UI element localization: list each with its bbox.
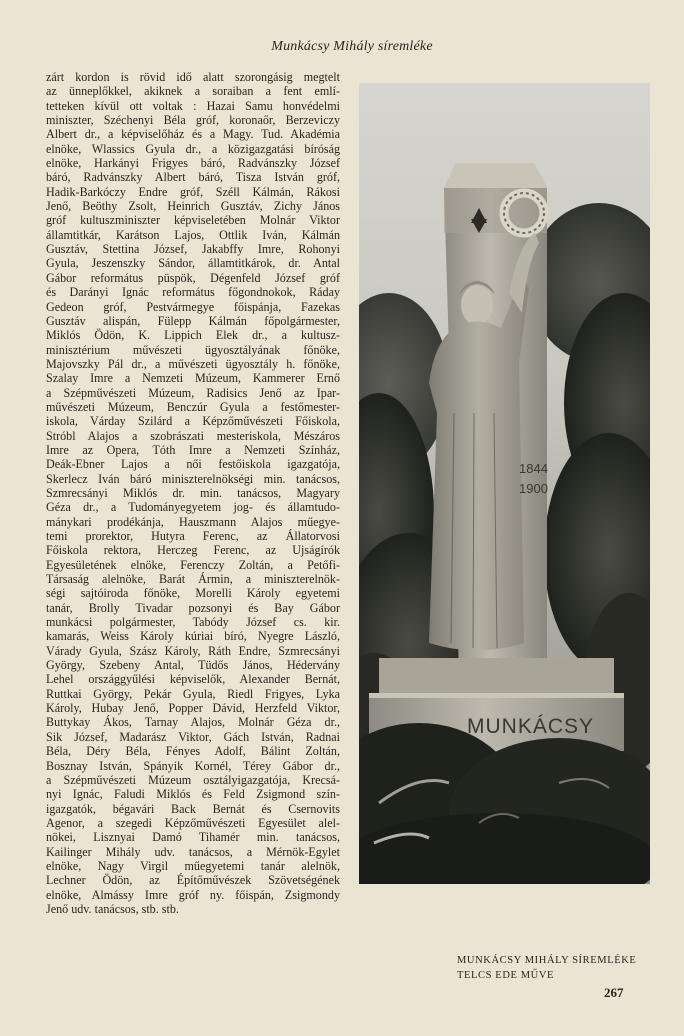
caption-line-1: MUNKÁCSY MIHÁLY SÍREMLÉKE (457, 955, 637, 966)
text-line: Miklós Ödön, K. Lippich Elek dr., a kultusz- (46, 328, 340, 343)
photo-caption (457, 953, 657, 983)
text-line: mánykari prodékánja, Hauszmann Alajos műegye- (46, 514, 340, 529)
text-line: az ünneplőkkel, akiknek a soraiban a fent emlí- (46, 84, 340, 99)
text-line: Károly, Hubay Jenő, Popper Dávid, Herzfeld Viktor, (46, 701, 340, 716)
text-line: elnöke, Wlassics Gyula dr., a közigazgatási bíróság (46, 141, 340, 156)
text-line: Szalay Imre a Nemzeti Múzeum, Kammerer Ernő (46, 371, 340, 386)
text-line: nökei, Lisznyai Damó Tihamér min. tanácsos, (46, 830, 340, 845)
text-line: Majovszky Pál dr., a művészeti ügyosztály h. főnöke, (46, 356, 340, 371)
text-line: tanár, Brolly Tivadar pozsonyi és Bay Gábor (46, 600, 340, 615)
text-line: Gedeon gróf, Pestvármegye főispánja, Fazekas (46, 299, 340, 314)
page-number: 267 (604, 985, 624, 1000)
text-line: Sik József, Madarász Viktor, Gách István, Radnai (46, 729, 340, 744)
text-line: Gusztáv alispán, Fülepp Kálmán főpolgármester, (46, 313, 340, 328)
text-line: Jenő udv. tanácsos, stb. stb. (46, 901, 179, 916)
text-line: Gusztáv, Stettina József, Jakabffy Imre, Rohonyi (46, 242, 340, 257)
text-line: elnöke, Nagy Virgil műegyetemi tanár alelnök, (46, 858, 340, 873)
text-line: temi prorektor, Hutyra Ferenc, az Állatorvosi (46, 529, 340, 543)
caption-line-2: TELCS EDE MŰVE (457, 970, 555, 981)
text-line: Szmrecsányi Miklós dr. min. tanácsos, Magyary (46, 485, 340, 500)
text-line: báró, Radvánszky Albert báró, Tisza István gróf, (46, 170, 340, 185)
text-line: Deák-Ebner Lajos a női festőiskola igazgatója, (46, 457, 340, 472)
text-line: tetteken kívül ott voltak : Hazai Samu honvédelmi (46, 98, 340, 113)
running-head-text: Munkácsy Mihály síremléke (271, 39, 433, 54)
text-line: államtitkár, Karátson Lajos, Ottlik Iván, Kálmán (46, 227, 340, 242)
text-line: György, Szebeny Antal, Tüdős János, Hédervány (46, 658, 340, 673)
text-line: Ruttkai György, Pekár Gyula, Riedl Frigyes, Lyka (46, 686, 340, 701)
text-line: Albert dr., a képviselőház és a Magy. Tud. Akadémia (46, 127, 340, 142)
text-line: Lechner Ödön, az Építőművészek Szövetségének (46, 873, 340, 888)
text-line: Főiskola rektora, Herczeg Ferenc, az Ujságírók (46, 543, 340, 558)
text-line: munkácsi polgármester, Tabódy József cs. kir. (46, 615, 340, 630)
text-line: Jenő, Beöthy Zsolt, Heinrich Gusztáv, Zichy János (46, 199, 340, 214)
date-birth: 1844 (519, 461, 548, 476)
text-line: Stróbl Alajos a szobrászati mesteriskola, Mészáros (46, 428, 340, 443)
text-line: zárt kordon is rövid idő alatt szorongásig megtelt (46, 70, 340, 84)
text-line: Gábor református püspök, Dégenfeld József gróf (46, 270, 340, 285)
running-head (0, 39, 684, 55)
monument-photo (359, 83, 650, 884)
text-line: Skerlecz Iván báró miniszterelnökségi min. tanácsos, (46, 471, 340, 486)
text-line: nyi Ignác, Faludi Miklós és Feld Zsigmond szín- (46, 787, 340, 802)
text-line: Bosznay István, Spányik Kornél, Térey Gábor dr., (46, 758, 340, 773)
text-line: minisztérium művészeti ügyosztályának főnöke, (46, 342, 340, 357)
text-line: Egyesületének elnöke, Ferenczy Zoltán, a Petőfi- (46, 557, 340, 572)
text-line: Várady Gyula, Szász Károly, Ráth Endre, Szmrecsányi (46, 643, 340, 658)
text-line: a Szépművészeti Múzeum, Radisics Jenő az Ipar- (46, 385, 340, 400)
text-line: Béla, Déry Béla, Fényes Adolf, Bálint Zoltán, (46, 744, 340, 759)
text-line: gróf kultuszminiszter képviseletében Molnár Viktor (46, 213, 340, 228)
text-line: művészeti Múzeum, Benczúr Gyula a festőmester- (46, 399, 340, 414)
text-line: elnöke, Harkányi Frigyes báró, Radvánszky József (46, 156, 340, 171)
date-death: 1900 (519, 481, 548, 496)
text-line: Kailinger Mihály udv. tanácsos, a Mérnök-Egylet (46, 844, 340, 859)
text-line: igazgatók, bégavári Back Bernát és Csernovits (46, 801, 340, 816)
monument-photo-svg (359, 83, 650, 884)
text-line: Lehel országgyűlési képviselők, Alexander Bernát, (46, 672, 340, 687)
text-line: Agenor, a szegedi Képzőművészeti Egyesület alel- (46, 815, 340, 830)
text-line: kamarás, Weiss Károly kúriai bíró, Nyegre László, (46, 629, 340, 644)
text-line: elnöke, Almássy Imre gróf ny. főispán, Zsigmondy (46, 887, 340, 902)
text-line: miniszter, Széchenyi Béla gróf, koronaőr, Berzeviczy (46, 113, 340, 128)
text-line: iskola, Várday Szilárd a Képzőművészeti Főiskola, (46, 414, 340, 429)
text-line: és Darányi Ignác református főgondnokok, Ráday (46, 285, 340, 300)
text-line: Gyula, Jeszenszky Sándor, államtitkárok, dr. Antal (46, 256, 340, 271)
text-line: Társaság alelnöke, Barát Ármin, a miniszterelnök- (46, 572, 340, 587)
text-line: ségi sajtóiroda főnöke, Morelli Károly egyetemi (46, 586, 340, 601)
monument-inscription: MUNKÁCSY (467, 715, 595, 738)
text-line: Imre az Opera, Tóth Imre a Nemzeti Színház, (46, 442, 340, 457)
text-line: Buttykay Ákos, Tarnay Alajos, Molnár Géza dr., (46, 715, 340, 730)
text-line: Hadik-Barkóczy Endre gróf, Széll Kálmán, Rákosi (46, 184, 340, 199)
text-line: a Szépművészeti Múzeum osztályigazgatója, Krecsá- (46, 772, 340, 787)
text-line: Géza dr., a Tudományegyetem jog- és államtudo- (46, 500, 340, 515)
body-text-column (46, 70, 340, 916)
